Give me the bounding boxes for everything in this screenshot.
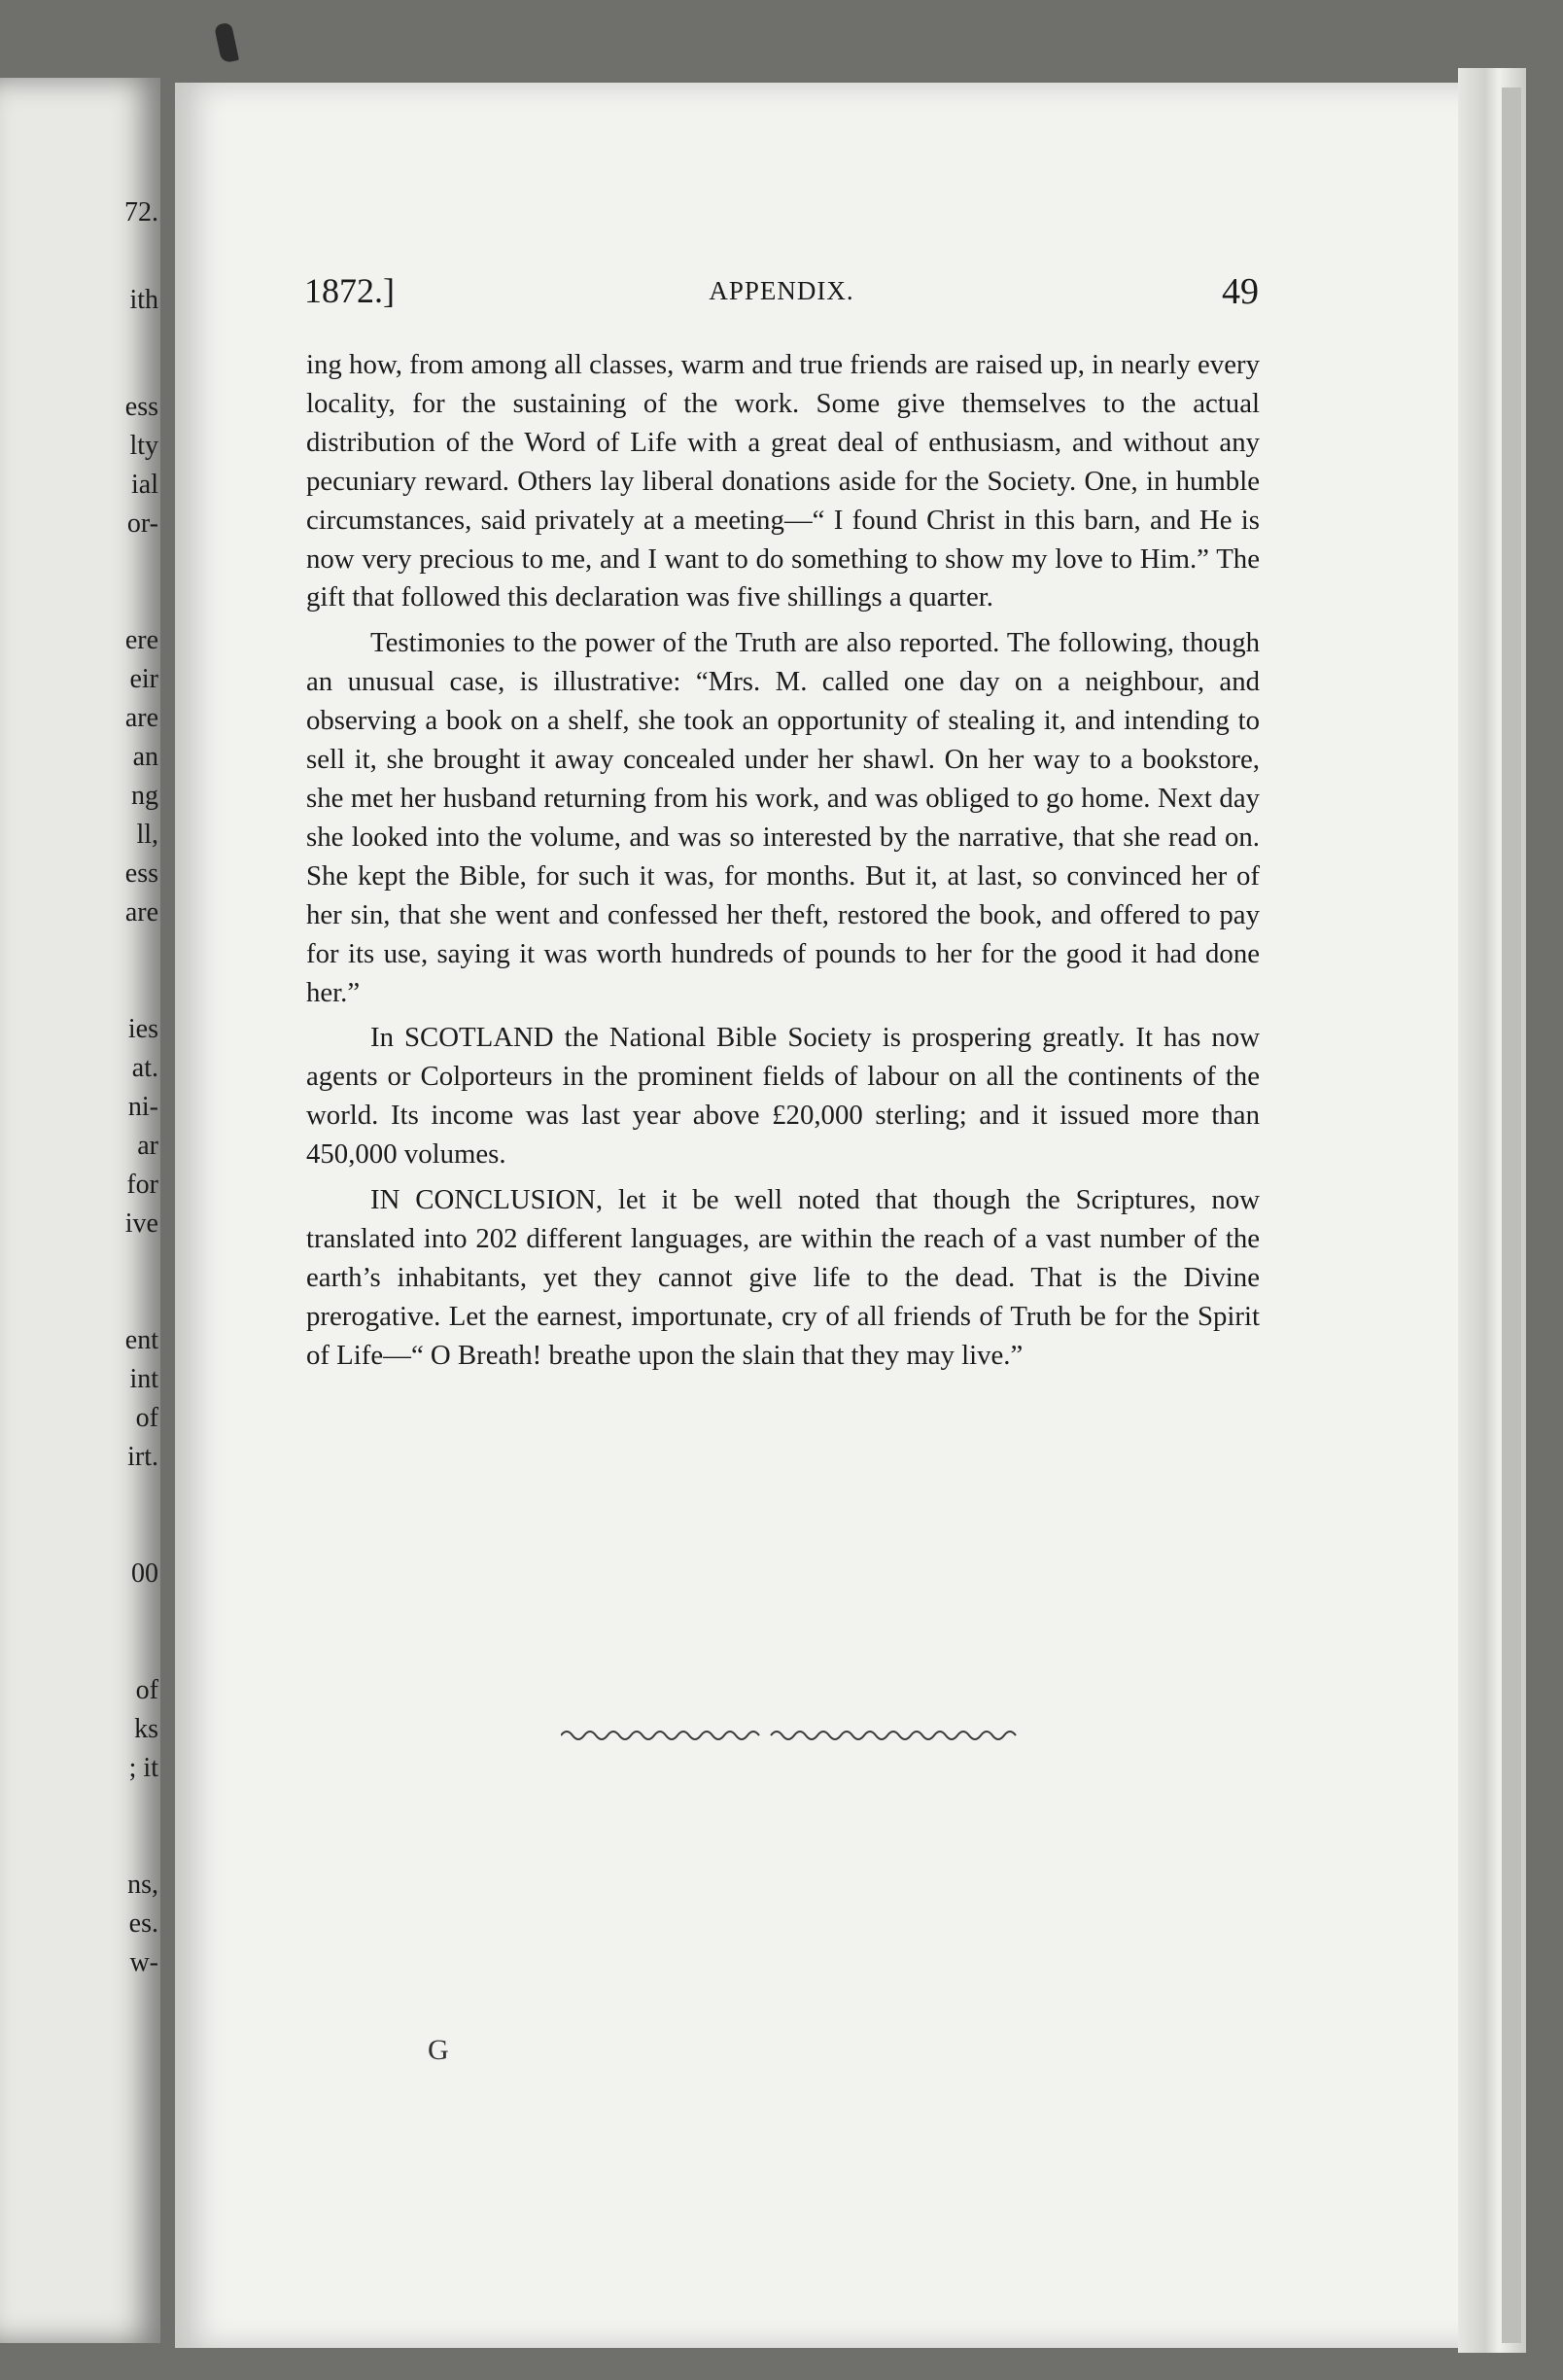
page-edge-shadow: [1502, 88, 1521, 2343]
previous-page-fragment: are: [124, 703, 158, 733]
previous-page-fragment: ni-: [127, 1092, 158, 1122]
previous-page-strip: [0, 78, 160, 2343]
signature-mark: G: [428, 2034, 449, 2066]
previous-page-fragment: ent: [124, 1325, 158, 1355]
running-header: [304, 270, 1259, 315]
previous-page-fragment: ; it: [128, 1753, 158, 1783]
previous-page-fragment: an: [132, 742, 158, 772]
ink-smudge: [214, 22, 239, 64]
previous-page-fragment: ies: [127, 1014, 158, 1044]
previous-page-fragment: at.: [131, 1053, 158, 1083]
previous-page-fragment: irt.: [127, 1442, 158, 1472]
previous-page-fragment: ive: [124, 1208, 158, 1239]
previous-page-fragment: es.: [128, 1908, 158, 1939]
previous-page-fragment: ar: [137, 1131, 158, 1161]
paragraph: In SCOTLAND the National Bible Society is prospering greatly. It has now agents or Colporteurs in the prominent fields of labour on all the continents of the world. Its income was last year above £20,000 sterling; and it issued more than 450,000 volumes.: [306, 1022, 1260, 1171]
previous-page-fragment: 72.: [124, 197, 158, 228]
previous-page-fragment: w-: [129, 1947, 158, 1978]
previous-page-fragment: eir: [129, 664, 158, 694]
previous-page-fragment: ere: [124, 625, 158, 655]
previous-page-fragment: ks: [134, 1714, 158, 1744]
previous-page-fragment: for: [126, 1170, 158, 1200]
previous-page-fragment: of: [135, 1403, 158, 1433]
previous-page-fragment: ess: [124, 392, 158, 422]
previous-page-fragment: of: [135, 1675, 158, 1705]
wavy-rule-ornament: [561, 1726, 1018, 1745]
paragraph: Testimonies to the power of the Truth are also reported. The following, though an unusual case, is illustrative: “Mrs. M. called one day on a neighbour, and observing a book on a shelf, she took an opportunity of stealing it, and intending to sell it, she brought it away concealed under her shawl. On her way to a bookstore, she met her husband returning from his work, and was obliged to go home. Next day she looked into the volume, and was so interested by the narrative, that she read on. She kept the Bible, for such it was, for months. But it, at last, so convinced her of her sin, that she went and confessed her theft, restored the book, and offered to pay for its use, saying it was worth hundreds of pounds to her for the good it had done her.”: [306, 627, 1260, 1008]
previous-page-fragment: are: [124, 897, 158, 928]
previous-page-fragment: or-: [126, 508, 158, 539]
paragraph: IN CONCLUSION, let it be well noted that though the Scriptures, now translated into 202 different languages, are within the reach of a vast number of the earth’s inhabitants, yet they cannot give life to the dead. That is the Divine prerogative. Let the earnest, importunate, cry of all friends of Truth be for the Spirit of Life—“ O Breath! breathe upon the slain that they may live.”: [306, 1184, 1260, 1371]
previous-page-fragment: 00: [131, 1558, 158, 1589]
previous-page-fragment: ng: [131, 781, 158, 811]
header-year: 1872.]: [304, 271, 395, 310]
previous-page-fragment: ns,: [127, 1870, 158, 1900]
paragraph: ing how, from among all classes, warm and true friends are raised up, in nearly every locality, for the sustaining of the work. Some give themselves to the actual distribution of the Word of Life with a great deal of enthusiasm, and without any pecuniary reward. Others lay liberal donations aside for the Society. One, in humble circumstances, said privately at a meeting—“ I found Christ in this barn, and He is now very precious to me, and I want to do something to show my love to Him.” The gift that followed this declaration was five shillings a quarter.: [306, 349, 1260, 613]
previous-page-fragment: ll,: [136, 820, 158, 850]
previous-page-fragment: ess: [124, 858, 158, 889]
previous-page-fragment: ial: [131, 470, 158, 500]
body-text: [306, 346, 1260, 1376]
previous-page-fragment: int: [129, 1364, 158, 1394]
page-number: 49: [1222, 271, 1259, 312]
header-section-title: APPENDIX.: [709, 276, 854, 305]
previous-page-fragment: lty: [129, 431, 158, 461]
previous-page-fragment: ith: [129, 285, 158, 315]
